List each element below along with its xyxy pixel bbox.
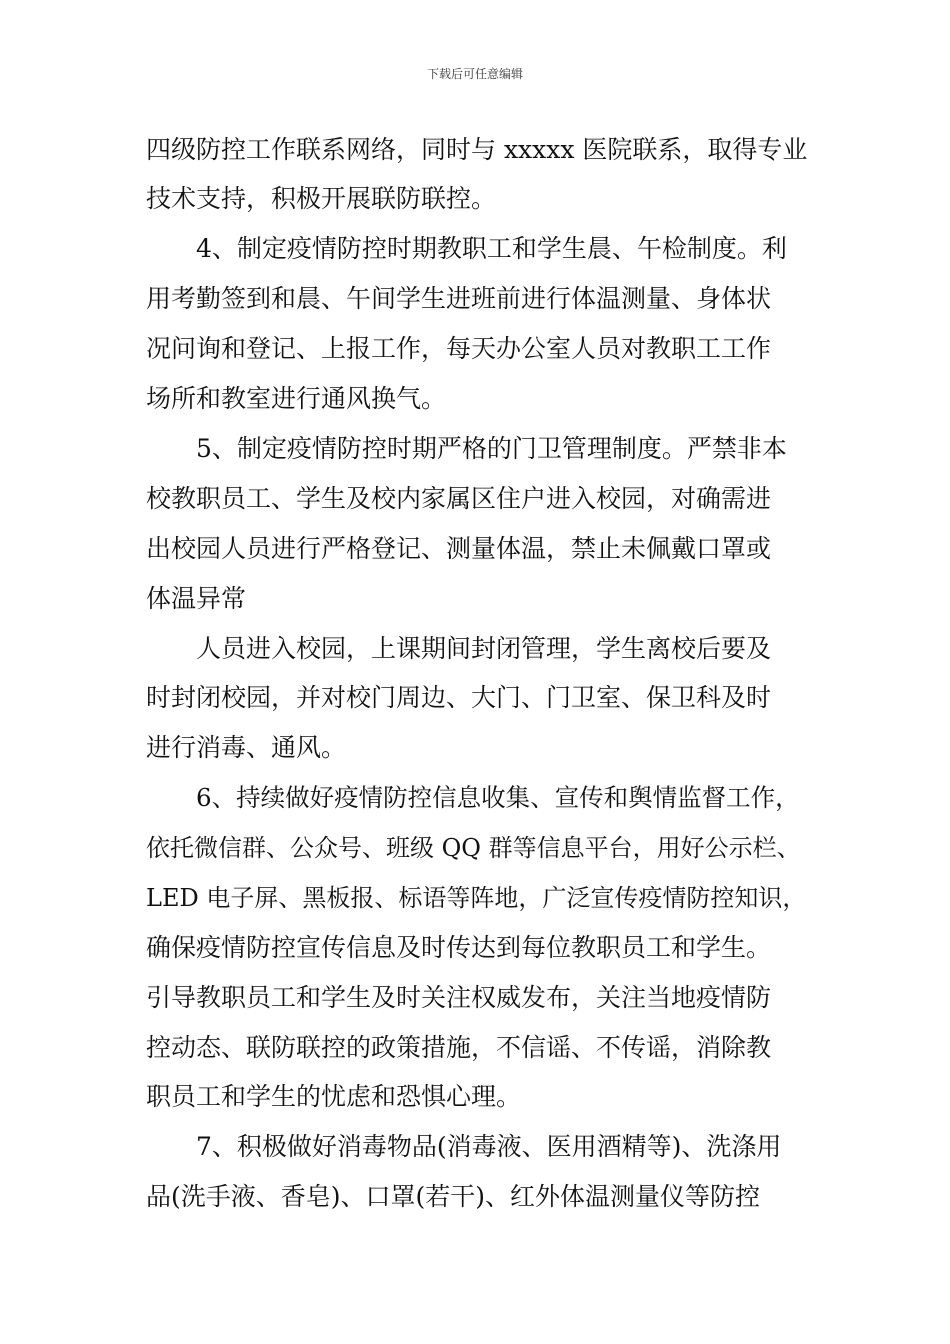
paragraph-line: 控动态、联防联控的政策措施，不信谣、不传谣，消除教 [146, 1033, 772, 1062]
paragraph-line: 出校园人员进行严格登记、测量体温，禁止未佩戴口罩或 [146, 534, 772, 563]
paragraph-line: 6、持续做好疫情防控信息收集、宣传和舆情监督工作， [196, 783, 800, 812]
paragraph-line: 用考勤签到和晨、午间学生进班前进行体温测量、身体状 [146, 284, 772, 313]
paragraph-line: 校教职员工、学生及校内家属区住户进入校园，对确需进 [146, 484, 772, 513]
paragraph-line: 场所和教室进行通风换气。 [146, 384, 447, 413]
paragraph-line: 人员进入校园，上课期间封闭管理，学生离校后要及 [196, 634, 772, 663]
paragraph-line: 四级防控工作联系网络，同时与 xxxxx 医院联系，取得专业 [146, 135, 808, 164]
paragraph-line: 5、制定疫情防控时期严格的门卫管理制度。严禁非本 [196, 434, 787, 463]
paragraph-line: 确保疫情防控宣传信息及时传达到每位教职员工和学生。 [146, 933, 772, 962]
paragraph-line: 依托微信群、公众号、班级 QQ 群等信息平台，用好公示栏、 [146, 834, 801, 862]
paragraph-line: 引导教职员工和学生及时关注权威发布，关注当地疫情防 [146, 983, 772, 1012]
paragraph-line: 职员工和学生的忧虑和恐惧心理。 [146, 1082, 522, 1111]
paragraph-line: 品(洗手液、香皂)、口罩(若干)、红外体温测量仪等防控 [146, 1182, 761, 1211]
paragraph-line: 况问询和登记、上报工作，每天办公室人员对教职工工作 [146, 334, 772, 363]
paragraph-line: 体温异常 [146, 584, 247, 613]
paragraph-line: 时封闭校园，并对校门周边、大门、门卫室、保卫科及时 [146, 683, 772, 712]
paragraph-line: 技术支持，积极开展联防联控。 [146, 184, 497, 213]
paragraph-line: 7、积极做好消毒物品(消毒液、医用酒精等)、洗涤用 [196, 1132, 782, 1161]
paragraph-line: LED 电子屏、黑板报、标语等阵地，广泛宣传疫情防控知识， [146, 884, 807, 912]
page-header: 下载后可任意编辑 [426, 67, 523, 81]
paragraph-line: 4、制定疫情防控时期教职工和学生晨、午检制度。利 [196, 234, 787, 263]
paragraph-line: 进行消毒、通风。 [146, 733, 347, 762]
